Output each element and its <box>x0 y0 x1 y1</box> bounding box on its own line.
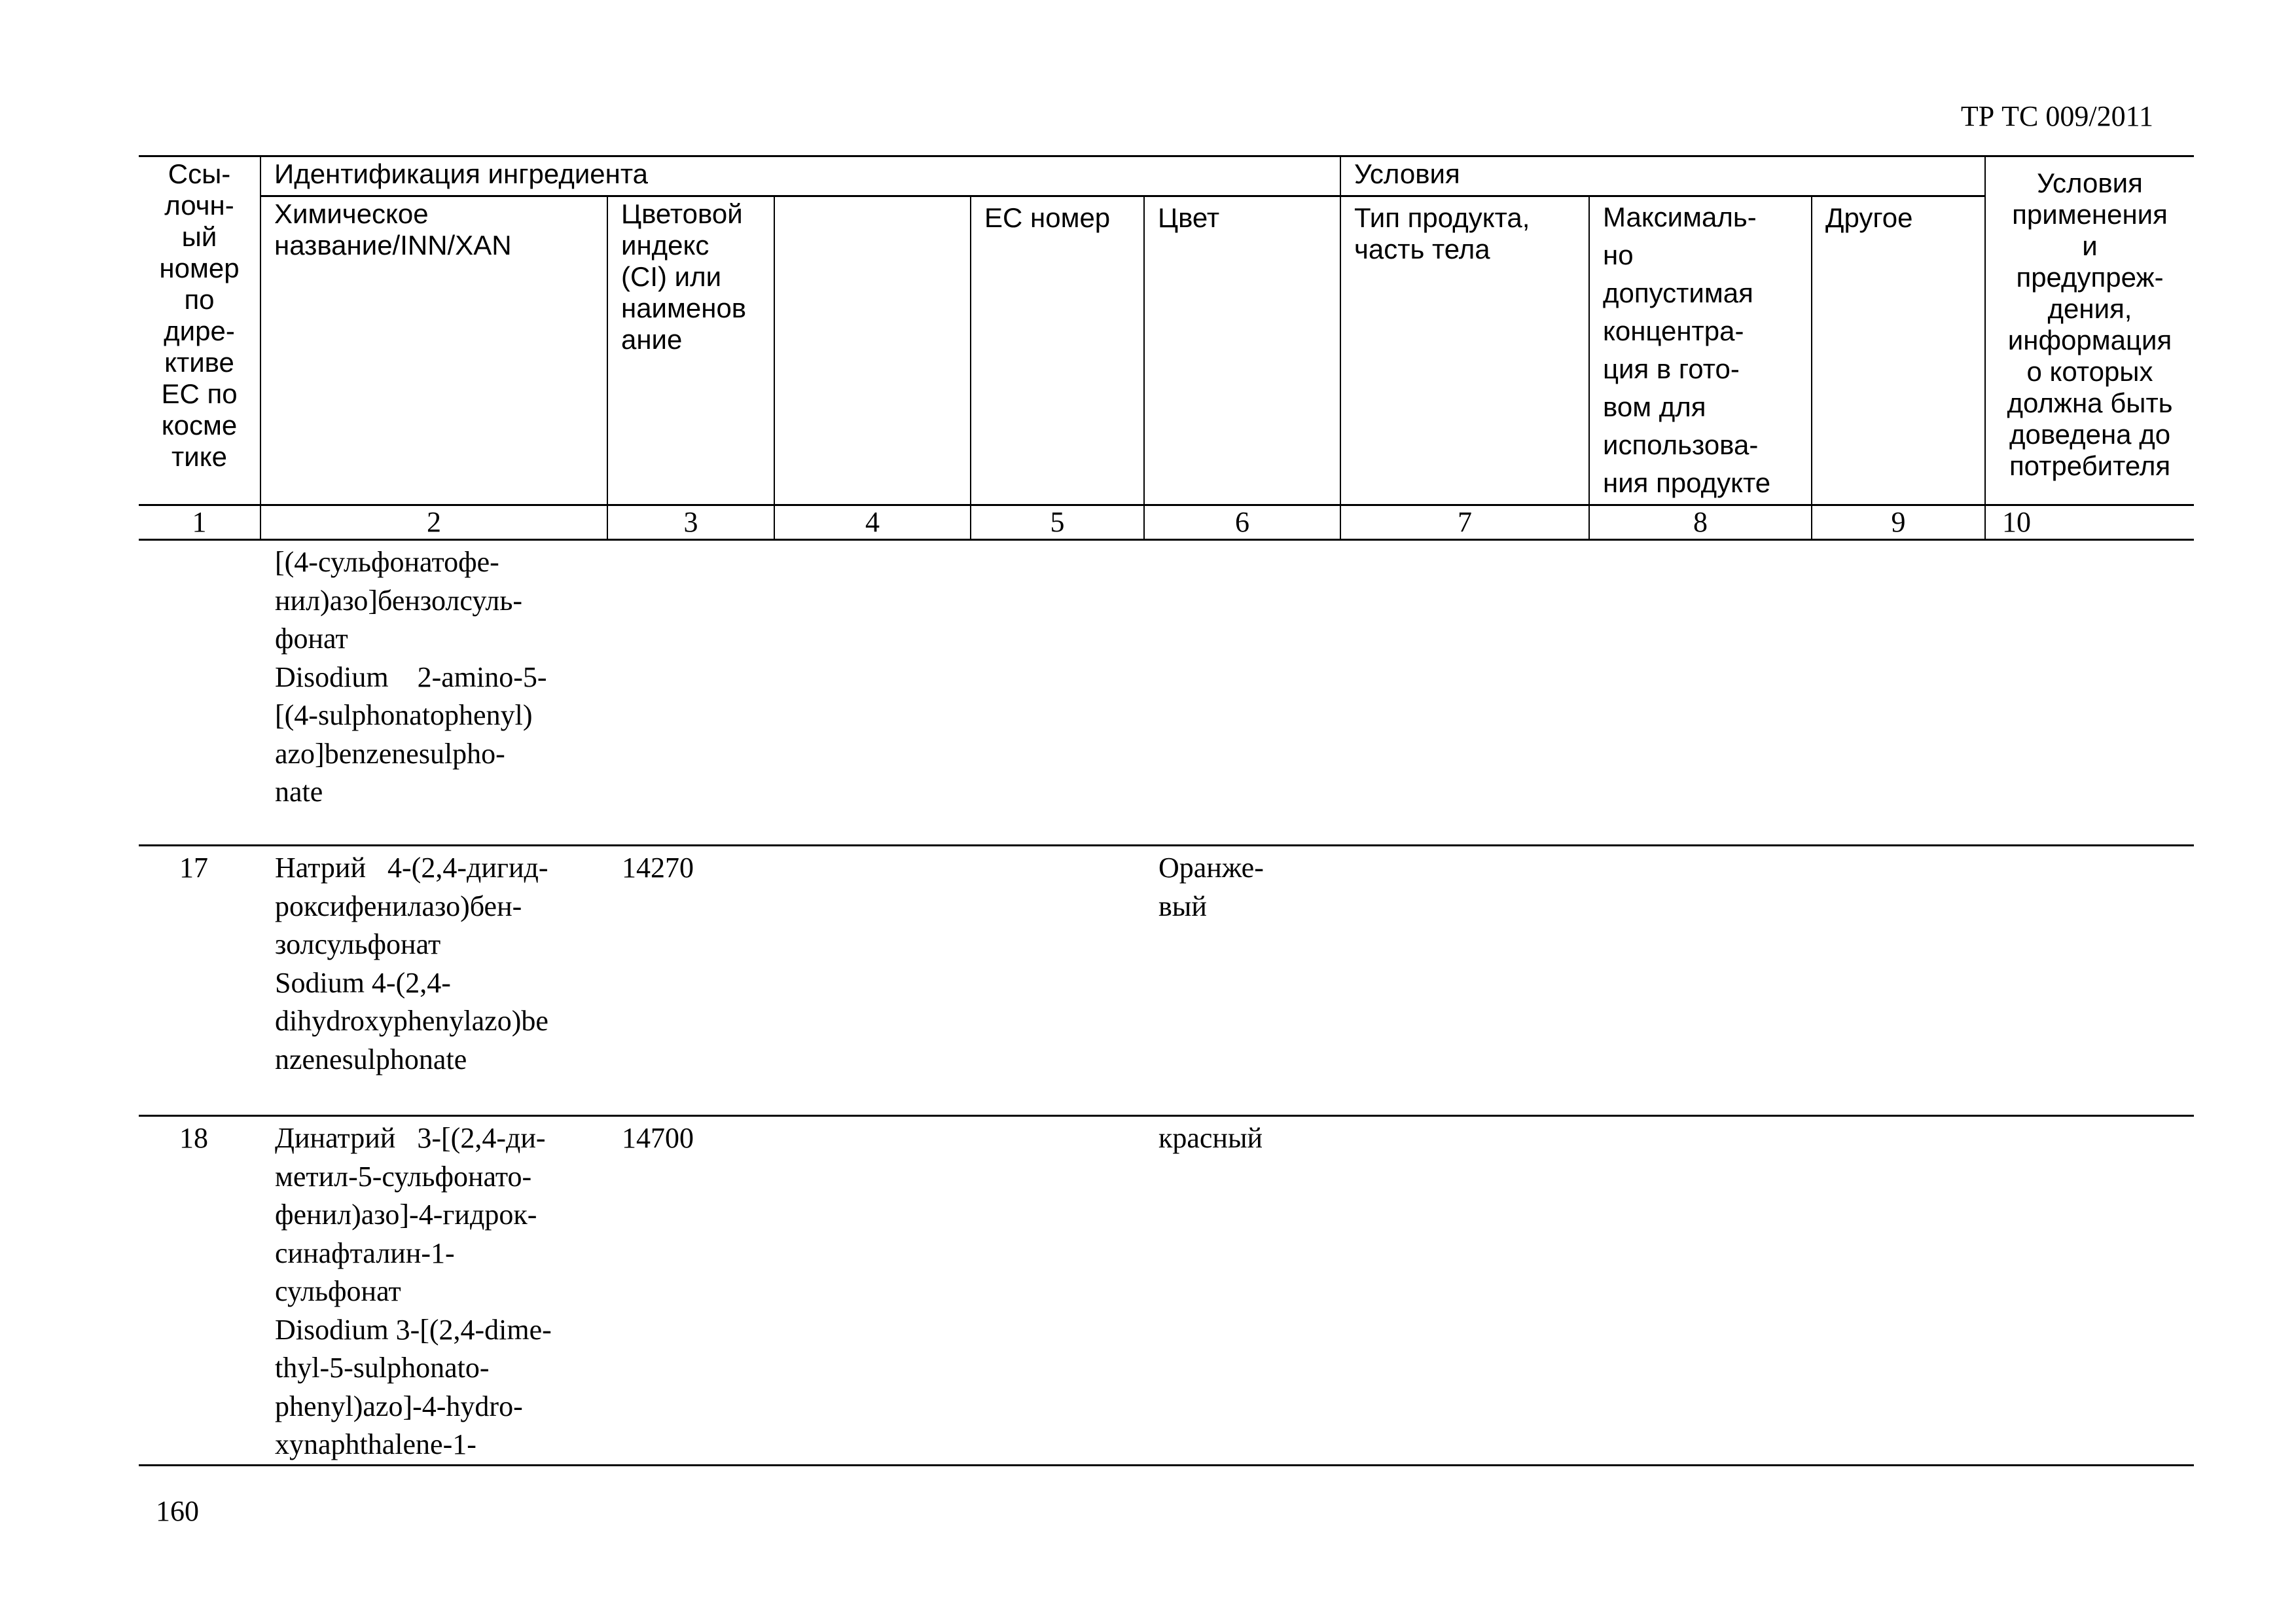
name-line: nzenesulphonate <box>275 1043 467 1075</box>
column-number: 4 <box>774 505 971 540</box>
column-number: 10 <box>1985 505 2194 540</box>
column-number: 6 <box>1144 505 1340 540</box>
row-color-index <box>607 540 774 846</box>
name-line: синафталин-1- <box>275 1236 455 1269</box>
name-line: Sodium 4-(2,4- <box>275 966 451 999</box>
column-number: 8 <box>1589 505 1812 540</box>
name-line: золсульфонат <box>275 928 441 960</box>
name-line: xynaphthalene-1- <box>275 1428 476 1460</box>
header-color: Цвет <box>1144 196 1340 505</box>
row-color-index: 14270 <box>607 846 774 1116</box>
header-identification-group: Идентификация ингредиента <box>260 156 1340 196</box>
header-product-type: Тип продукта, часть тела <box>1340 196 1589 505</box>
header-ec-number: ЕС номер <box>971 196 1144 505</box>
header-ref-number: Ссы- лочн- ый номер по дире- ктиве ЕС по косме тике <box>139 156 260 505</box>
page-number: 160 <box>156 1495 199 1527</box>
table-row <box>139 846 2194 1116</box>
name-line: фенил)азо]-4-гидрок- <box>275 1199 537 1231</box>
row-chemical-name <box>260 846 607 1116</box>
header-color-index: Цветовой индекс (CI) или наименов ание <box>607 196 774 505</box>
name-line: нил)азо]бензолсуль- <box>275 584 523 617</box>
name-line: Disodium 2-amino-5- <box>275 660 547 693</box>
name-line: метил-5-сульфонато- <box>275 1160 532 1193</box>
ingredients-table <box>139 155 2194 1466</box>
header-blank-column <box>774 196 971 505</box>
name-line: nate <box>275 776 323 808</box>
row-color: красный <box>1144 1116 1340 1466</box>
name-line: сульфонат <box>275 1275 401 1307</box>
row-color: Оранже- вый <box>1144 846 1340 1116</box>
row-ref-number: 18 <box>139 1116 260 1466</box>
header-max-concentration: Максималь- но допустимая концентра- ция в гото- вом для использова- ния продукте <box>1589 196 1812 505</box>
row-color <box>1144 540 1340 846</box>
name-line: Disodium 3-[(2,4-dime- <box>275 1313 552 1346</box>
row-ref-number: 17 <box>139 846 260 1116</box>
name-line: роксифенилазо)бен- <box>275 890 522 922</box>
row-chemical-name <box>260 1116 607 1466</box>
row-chemical-name <box>260 540 607 846</box>
column-number: 9 <box>1812 505 1985 540</box>
name-line: [(4-сульфонатофе- <box>275 546 499 578</box>
name-line: [(4-sulphonatophenyl) <box>275 699 533 731</box>
name-line: phenyl)azo]-4-hydro- <box>275 1390 523 1422</box>
table-row <box>139 1116 2194 1466</box>
name-line: azo]benzenesulpho- <box>275 737 505 770</box>
header-chemical-name: Химическое название/INN/XAN <box>260 196 607 505</box>
name-line: thyl-5-sulphonato- <box>275 1352 490 1384</box>
column-number: 2 <box>260 505 607 540</box>
column-number: 7 <box>1340 505 1589 540</box>
header-conditions-group: Условия <box>1340 156 1985 196</box>
document-code: ТР ТС 009/2011 <box>1960 100 2153 132</box>
column-number: 1 <box>139 505 260 540</box>
header-other: Другое <box>1812 196 1985 505</box>
name-line: Динатрий 3-[(2,4-ди- <box>275 1122 546 1154</box>
name-line: фонат <box>275 623 348 655</box>
header-warnings: Условия применения и предупреж- дения, информация о которых должна быть доведена до потребителя <box>1985 156 2194 505</box>
column-number: 5 <box>971 505 1144 540</box>
row-ref-number <box>139 540 260 846</box>
name-line: dihydroxyphenylazo)be <box>275 1005 548 1037</box>
name-line: Натрий 4-(2,4-дигид- <box>275 852 548 884</box>
table-row <box>139 540 2194 846</box>
row-color-index: 14700 <box>607 1116 774 1466</box>
column-number: 3 <box>607 505 774 540</box>
